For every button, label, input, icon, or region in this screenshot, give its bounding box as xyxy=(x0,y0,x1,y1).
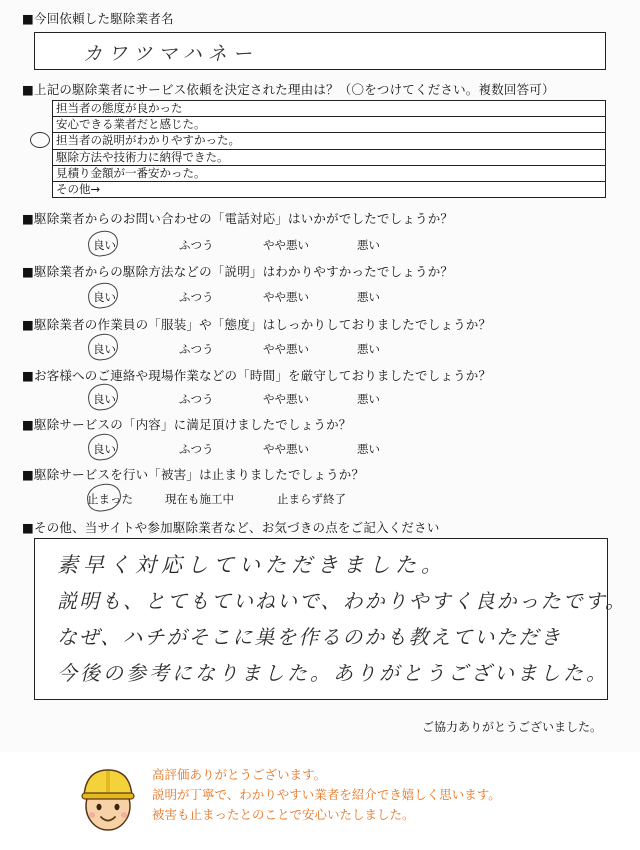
content-question: ■駆除サービスの「内容」に満足頂けましたでしょうか？ xyxy=(22,417,352,432)
comment-line: 説明も、とてもていねいで、わかりやすく良かったです。 xyxy=(57,589,627,613)
reason-option[interactable]: 担当者の態度が良かった xyxy=(53,101,605,117)
option-good[interactable]: 良い xyxy=(93,238,116,252)
option-somewhat-bad[interactable]: やや悪い xyxy=(263,342,309,356)
reason-option[interactable]: 安心できる業者だと感じた。 xyxy=(53,117,605,133)
selected-circle xyxy=(86,229,119,258)
option-good[interactable]: 良い xyxy=(93,392,116,406)
option-bad[interactable]: 悪い xyxy=(357,442,380,456)
option-normal[interactable]: ふつう xyxy=(179,290,214,304)
reason-selected-mark xyxy=(30,132,50,148)
explanation-question: ■駆除業者からの駆除方法などの「説明」はわかりやすかったでしょうか？ xyxy=(22,264,454,279)
reason-option[interactable]: 見積り金額が一番安かった。 xyxy=(53,166,605,182)
reason-question: ■上記の駆除業者にサービス依頼を決定された理由は？（〇をつけてください。複数回答可） xyxy=(22,82,555,97)
option-good[interactable]: 良い xyxy=(93,290,116,304)
comment-line: 今後の参考になりました。ありがとうございました。 xyxy=(57,661,609,685)
mascot-avatar xyxy=(76,762,140,834)
attire-question: ■駆除業者の作業員の「服装」や「態度」はしっかりしておりましたでしょうか？ xyxy=(22,317,492,332)
comment-question: ■その他、当サイトや参加駆除業者など、お気づきの点をご記入ください xyxy=(22,520,440,535)
option-stopped[interactable]: 止まった xyxy=(87,492,133,506)
option-somewhat-bad[interactable]: やや悪い xyxy=(263,442,309,456)
damage-question: ■駆除サービスを行い「被害」は止まりましたでしょうか？ xyxy=(22,467,365,482)
selected-circle xyxy=(86,332,119,362)
selected-circle xyxy=(85,482,122,513)
reason-option[interactable]: 担当者の説明がわかりやすかった。 xyxy=(53,133,605,149)
closing-message: ご協力ありがとうございました。 xyxy=(421,720,602,734)
option-somewhat-bad[interactable]: やや悪い xyxy=(263,238,309,252)
reason-option[interactable]: 駆除方法や技術力に納得できた。 xyxy=(53,150,605,166)
comment-field[interactable] xyxy=(34,538,627,700)
option-somewhat-bad[interactable]: やや悪い xyxy=(263,392,309,406)
response-line: 被害も止まったとのことで安心いたしました。 xyxy=(152,807,415,822)
option-bad[interactable]: 悪い xyxy=(357,392,380,406)
option-good[interactable]: 良い xyxy=(93,342,116,356)
option-normal[interactable]: ふつう xyxy=(179,442,214,456)
selected-circle xyxy=(86,432,119,462)
option-normal[interactable]: ふつう xyxy=(179,238,214,252)
option-normal[interactable]: ふつう xyxy=(179,392,214,406)
reason-options xyxy=(52,100,606,198)
company-name-field[interactable] xyxy=(34,32,606,70)
comment-line: 素早く対応していただきました。 xyxy=(57,553,447,577)
option-bad[interactable]: 悪い xyxy=(357,342,380,356)
option-bad[interactable]: 悪い xyxy=(357,290,380,304)
option-not-stopped[interactable]: 止まらず終了 xyxy=(277,492,346,506)
response-line: 高評価ありがとうございます。 xyxy=(152,767,327,782)
phone-question: ■駆除業者からのお問い合わせの「電話対応」はいかがでしたでしょうか？ xyxy=(22,211,454,226)
response-line: 説明が丁寧で、わかりやすい業者を紹介でき嬉しく思います。 xyxy=(152,787,501,802)
time-question: ■お客様へのご連絡や現場作業などの「時間」を厳守しておりましたでしょうか？ xyxy=(22,368,492,383)
option-good[interactable]: 良い xyxy=(93,442,116,456)
option-in-progress[interactable]: 現在も施工中 xyxy=(165,492,234,506)
company-question: ■今回依頼した駆除業者名 xyxy=(22,11,174,26)
option-normal[interactable]: ふつう xyxy=(179,342,214,356)
selected-circle xyxy=(86,281,119,310)
reason-option[interactable]: その他→ xyxy=(56,181,101,196)
option-bad[interactable]: 悪い xyxy=(357,238,380,252)
comment-line: なぜ、ハチがそこに巣を作るのかも教えていただき xyxy=(57,625,563,649)
option-somewhat-bad[interactable]: やや悪い xyxy=(263,290,309,304)
company-name-answer: カワツマハネー xyxy=(83,43,258,65)
selected-circle xyxy=(86,382,119,412)
